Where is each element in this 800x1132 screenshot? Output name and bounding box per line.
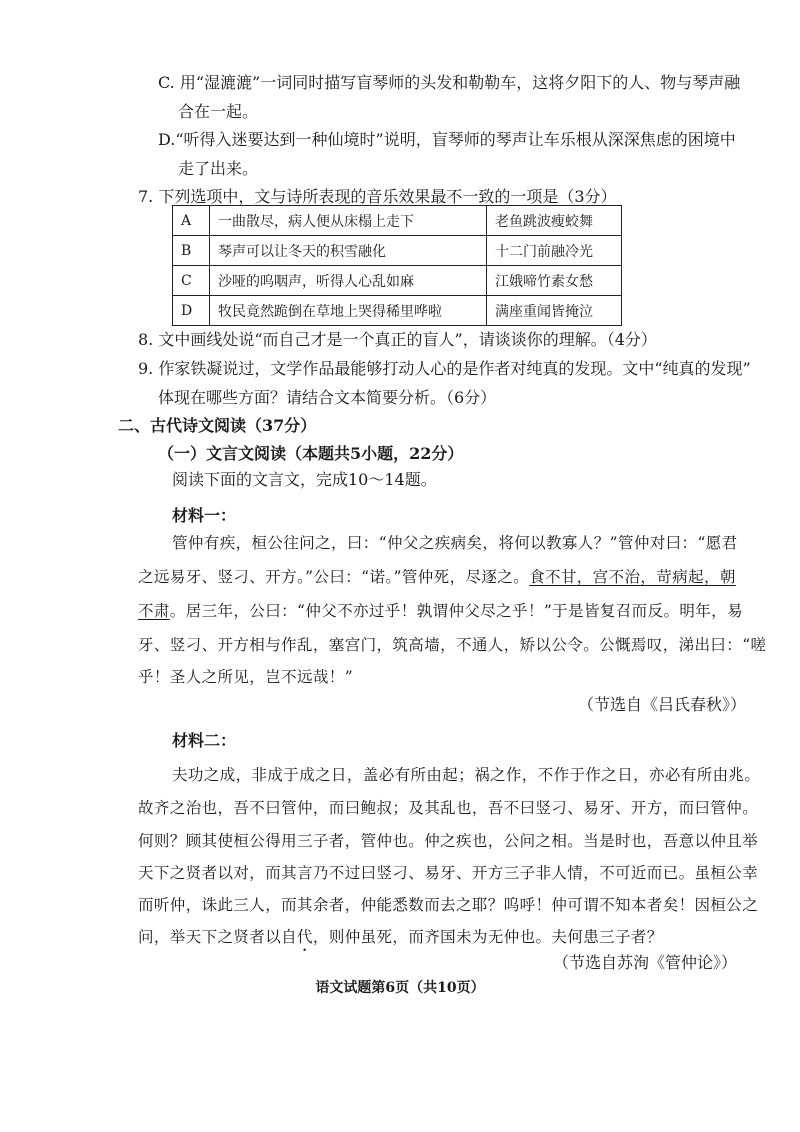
table-row [173,266,622,296]
table-row [173,206,622,236]
option-letter: D [173,296,210,326]
material-1-line2-text: 之远易牙、竖刁、开方。”公曰：“诺。”管仲死，尽逐之。 [138,568,530,586]
option-letter: B [173,236,210,266]
option-text: 沙哑的呜咽声，听得人心乱如麻 [210,266,487,296]
option-text: 琴声可以让冬天的积雪融化 [210,236,487,266]
option-letter: A [173,206,210,236]
material-2-line5: 而听仲，诛此三人，而其余者，仲能悉数而去之耶？呜呼！仲可谓不知本者矣！因桓公之 [138,896,759,914]
material-2-source: （节选自苏洵《管仲论》） [553,953,738,972]
option-text: 一曲散尽，病人便从床榻上走下 [210,206,487,236]
option-poem: 老鱼跳波瘦蛟舞 [487,206,622,236]
material-2-line4: 天下之贤者以对，而其言乃不过曰竖刁、易牙、开方三子非人情，不可近而已。虽桓公幸 [138,864,759,882]
section-2-instruction: 阅读下面的文言文，完成10～14题。 [172,470,437,489]
question-7-stem: 7. 下列选项中，文与诗所表现的音乐效果最不一致的一项是（3分） [138,187,617,206]
option-poem: 满座重闻皆掩泣 [487,296,622,326]
option-d-line1: D.“听得入迷要达到一种仙境时”说明，盲琴师的琴声让车乐根从深深焦虑的困境中 [158,130,736,149]
question-9-line1: 9. 作家铁凝说过，文学作品最能够打动人心的是作者对纯真的发现。文中“纯真的发现” [138,359,751,378]
material-1-line1: 管仲有疾，桓公往问之，曰：“仲父之疾病矣，将何以教寡人？”管仲对曰：“愿君 [172,534,738,552]
option-text: 牧民竟然跪倒在草地上哭得稀里哗啦 [210,296,487,326]
table-row [173,296,622,326]
material-2-line6 [138,926,663,955]
question-7-table [172,205,622,326]
option-d-line2: 走了出来。 [178,159,259,178]
material-1-line4: 牙、竖刁、开方相与作乱，塞宫门，筑高墙，不通人，矫以公令。公慨焉叹，涕出曰：“嗟 [138,636,767,654]
option-c-line2: 合在一起。 [178,102,259,121]
question-8: 8. 文中画线处说“而自己才是一个真正的盲人”，请谈谈你的理解。（4分） [138,330,657,349]
material-1-line5: 乎！圣人之所见，岂不远哉！” [138,668,354,686]
material-1-label: 材料一： [172,506,237,525]
material-1-source: （节选自《吕氏春秋》） [578,695,747,714]
material-2-label: 材料二： [172,731,237,750]
option-poem: 江娥啼竹素女愁 [487,266,622,296]
underlined-sentence-end: 不肃 [138,602,170,620]
table-row [173,236,622,266]
material-2-line3: 何则？顾其使桓公得用三子者，管仲也。仲之疾也，公问之相。当是时也，吾意以仲且举 [138,832,759,850]
material-2-line1: 夫功之成，非成于成之日，盖必有所由起；祸之作，不作于作之日，亦必有所由兆。 [172,766,761,784]
section-2-subtitle: （一）文言文阅读（本题共5小题，22分） [158,444,464,463]
option-c-line1: C. 用“湿漉漉”一词同时描写盲琴师的头发和勒勒车，这将夕阳下的人、物与琴声融 [158,73,741,92]
material-2-line6-b: ，则仲虽死，而齐国未为无仲也。夫何患三子者？ [312,928,663,946]
dotted-character: 代 [297,928,313,946]
material-2-line6-a: 问，举天下之贤者以自 [138,928,298,946]
material-2-line2: 故齐之治也，吾不曰管仲，而曰鲍叔；及其乱也，吾不曰竖刁、易牙、开方，而曰管仲。 [138,799,759,817]
section-2-title: 二、古代诗文阅读（37分） [118,416,317,435]
option-letter: C [173,266,210,296]
option-poem: 十二门前融冷光 [487,236,622,266]
question-9-line2: 体现在哪些方面？请结合文本简要分析。（6分） [158,388,497,407]
page-footer: 语文试题第6页（共10页） [315,980,485,996]
underlined-sentence: 食不甘，宫不治，苛病起，朝 [529,568,736,586]
material-1-line3-text: 。居三年，公曰：“仲父不亦过乎！孰谓仲父尽之乎！”于是皆复召而反。明年，易 [169,602,743,620]
material-1-line2 [138,566,736,588]
material-1-line3 [138,600,743,622]
